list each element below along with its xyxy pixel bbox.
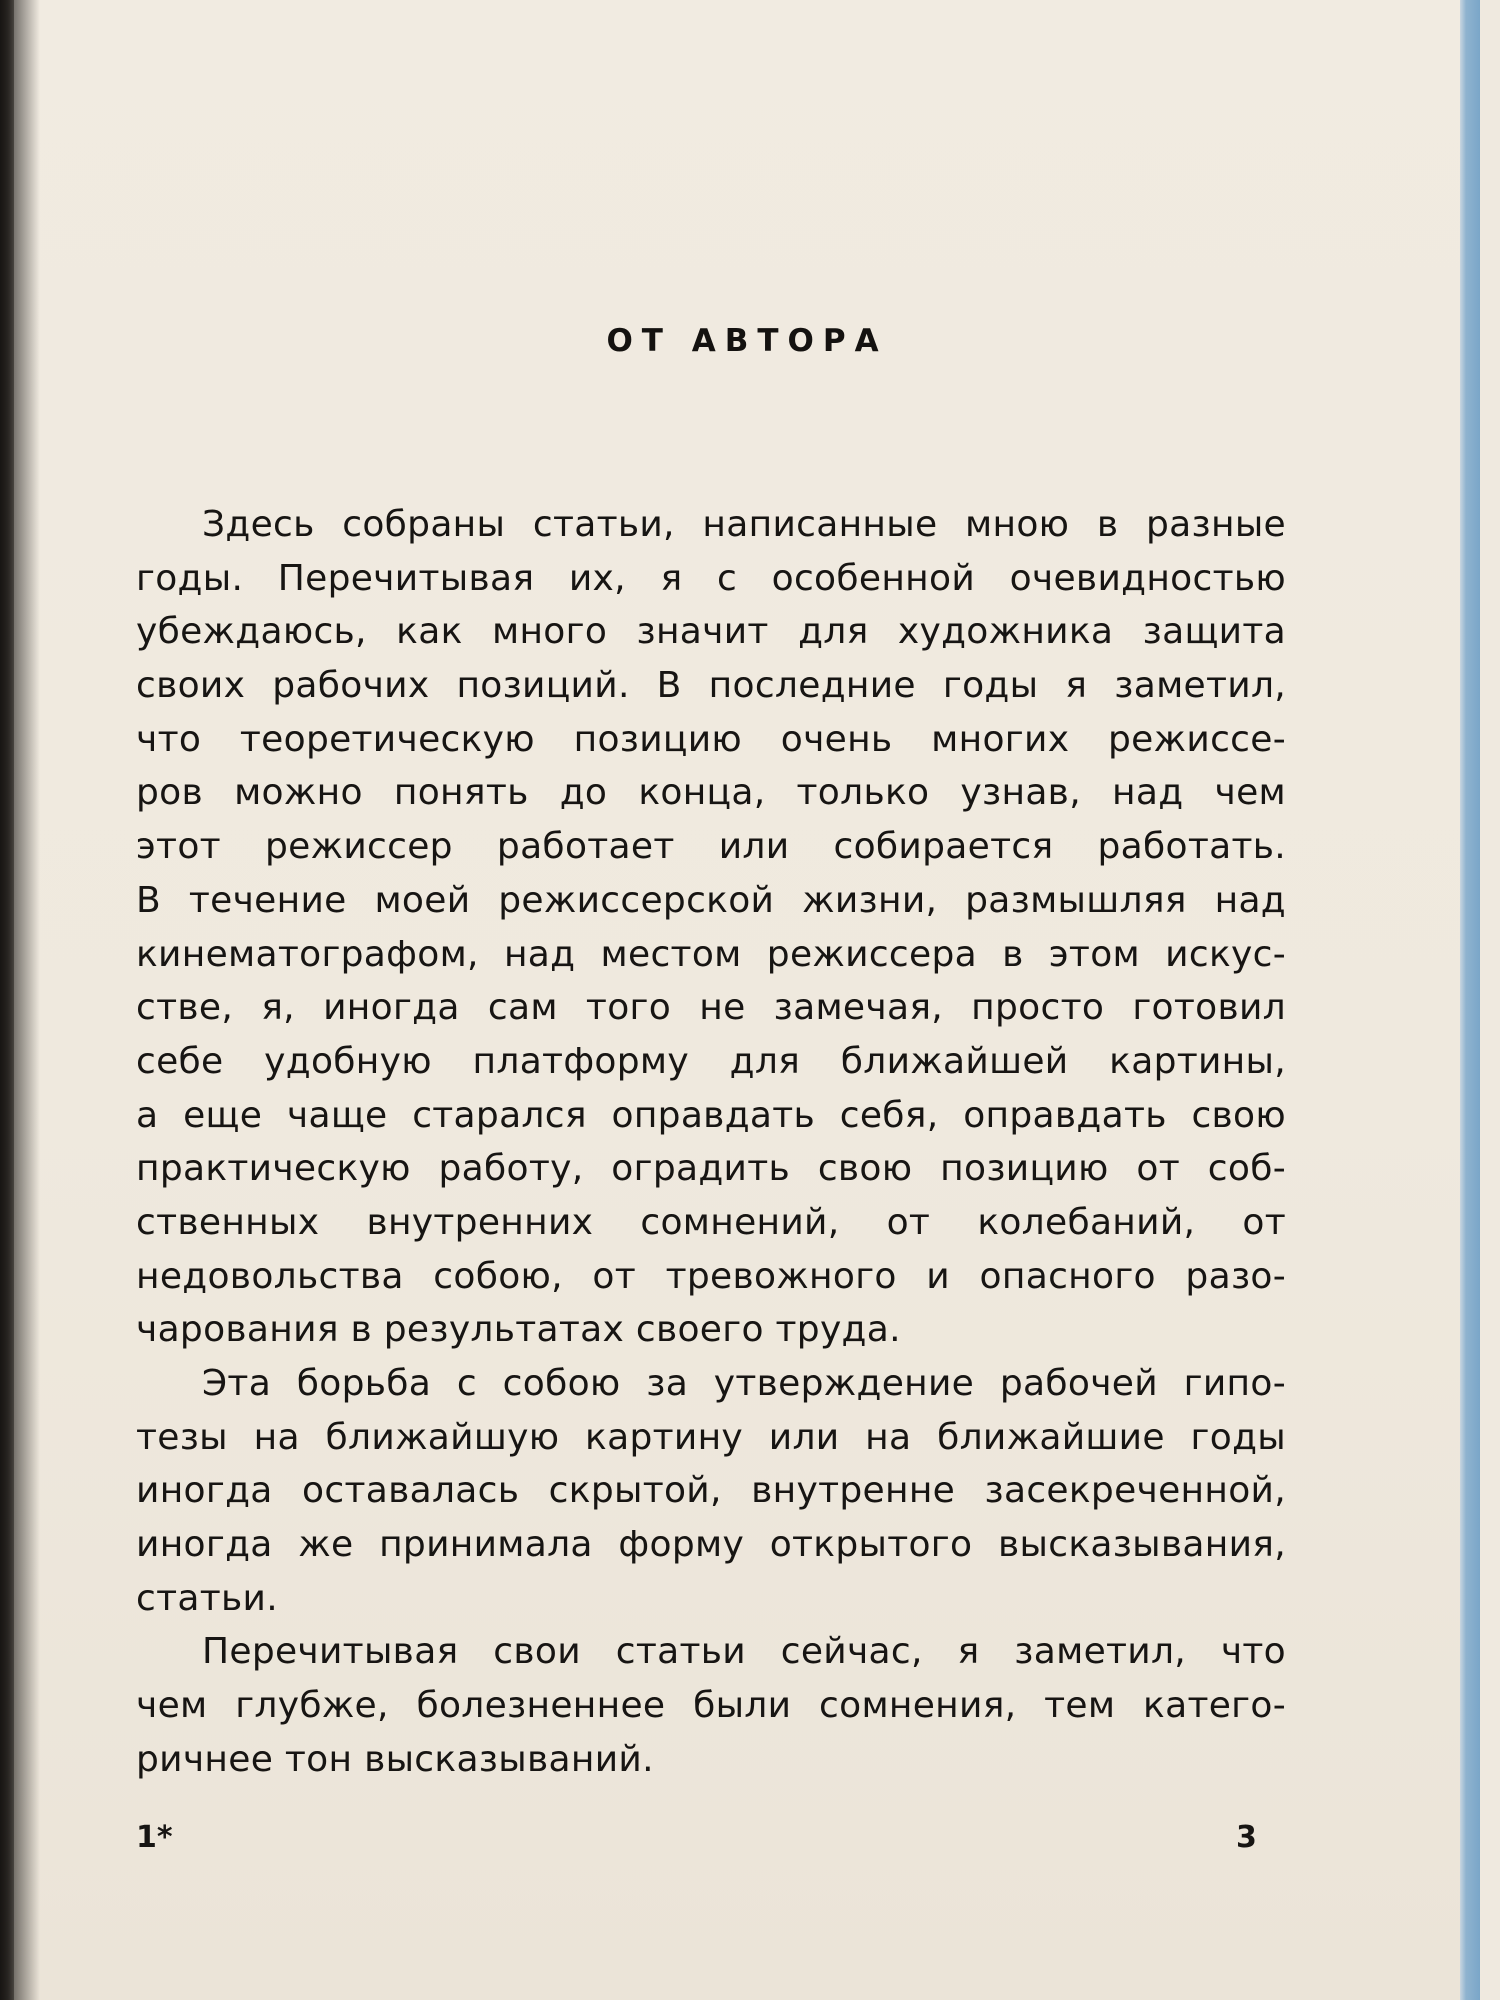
text-line: а еще чаще старался оправдать себя, оправдать свою [136,1094,1286,1136]
page-heading: ОТ АВТОРА [606,323,888,359]
paragraph [136,1357,1286,1625]
text-line: ственных внутренних сомнений, от колебаний, от [136,1201,1286,1243]
text-line: Здесь собраны статьи, написанные мною в разные [202,504,1286,545]
cover-edge [1460,0,1480,2000]
text-line: чарования в результатах своего труда. [136,1309,901,1351]
text-line: убеждаюсь, как много значит для художника защита [136,611,1286,653]
paragraph [136,1625,1286,1786]
text-line: себе удобную платформу для ближайшей картины, [136,1040,1286,1082]
text-line: статьи. [136,1577,278,1619]
signature-mark: 1* [136,1820,173,1855]
text-line: ричнее тон высказываний. [136,1738,654,1780]
text-line: чем глубже, болезненнее были сомнения, тем катего- [136,1685,1286,1727]
text-line: своих рабочих позиций. В последние годы я заметил, [136,665,1286,707]
text-line: тезы на ближайшую картину или на ближайшие годы [136,1416,1286,1458]
text-line: ров можно понять до конца, только узнав, над чем [136,772,1286,814]
page-number: 3 [1236,1820,1257,1855]
text-line: иногда же принимала форму открытого высказывания, [136,1524,1286,1566]
text-line: иногда оставалась скрытой, внутренне засекреченной, [136,1470,1286,1512]
book-page [14,0,1480,2000]
text-line: В течение моей режиссерской жизни, размышляя над [136,879,1286,921]
text-line: практическую работу, оградить свою позицию от соб- [136,1148,1286,1190]
spine-shadow [0,0,40,2000]
paragraph [136,498,1286,1357]
text-line: недовольства собою, от тревожного и опасного разо- [136,1255,1286,1297]
text-line: кинематографом, над местом режиссера в этом искус- [136,933,1286,975]
text-line: Эта борьба с собою за утверждение рабочей гипо- [202,1363,1286,1404]
text-line: что теоретическую позицию очень многих режиссе- [136,718,1286,760]
text-line: Перечитывая свои статьи сейчас, я заметил, что [202,1631,1286,1673]
body-text [136,498,1286,1787]
text-line: этот режиссер работает или собирается работать. [136,826,1286,868]
text-line: годы. Перечитывая их, я с особенной очевидностью [136,557,1286,599]
text-line: стве, я, иногда сам того не замечая, просто готовил [136,987,1286,1029]
